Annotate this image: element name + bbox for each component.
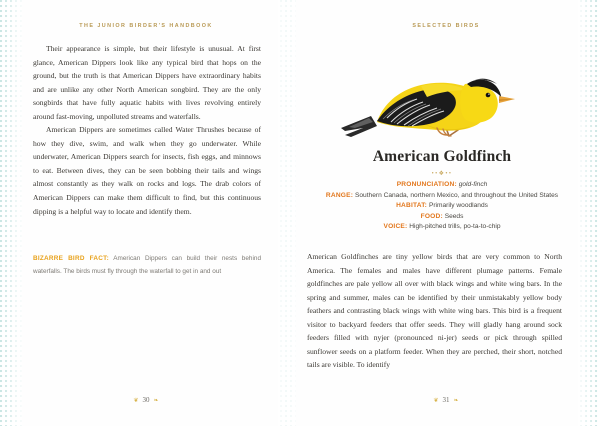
- fact-key: RANGE:: [325, 191, 354, 199]
- fact-row: [306, 191, 578, 202]
- bizarre-bird-fact: [33, 252, 261, 278]
- fact-key: FOOD:: [420, 212, 443, 220]
- folio-ornament-right-icon: ❧: [453, 398, 459, 404]
- bizarre-bird-fact-label: BIZARRE BIRD FACT:: [33, 255, 109, 262]
- fact-row: [306, 201, 578, 212]
- fact-value: Seeds: [444, 212, 464, 220]
- right-running-head: SELECTED BIRDS: [412, 23, 480, 29]
- fact-key: VOICE:: [383, 223, 408, 231]
- fact-key: PRONUNCIATION:: [396, 181, 457, 188]
- fact-value: gold-finch: [458, 181, 488, 188]
- fact-value: Primarily woodlands: [428, 202, 488, 210]
- left-page-folio: [0, 396, 292, 404]
- bizarre-bird-fact-text: American Dippers can build their nests behind waterfalls. The birds must fly through the waterfall to get in and out: [33, 255, 261, 276]
- paragraph: American Goldfinches are tiny yellow birds that are very common to North America. The females and males have different plumage patterns. Female goldfinches are pale yellow all over with black wings and white wing bars. In the spring and summer, males can be identified by their unmistakably yellow body feathers and contrasting black wings with white wing bars. This bird is a frequent visitor to backyard feeders that offer seeds. They will gladly hang around sock feeders filled with nyjer (pronounced ni-jer) seeds or pick through spilled sunflower seeds on a platform feeder. When they are perched, their short, notched tails are visible. To identify: [307, 252, 562, 370]
- folio-ornament-right-icon: ❧: [153, 398, 159, 404]
- right-page-body: [307, 250, 562, 372]
- right-page-folio: [292, 396, 600, 404]
- folio-ornament-left-icon: ❦: [133, 398, 139, 404]
- fact-value: Southern Canada, northern Mexico, and throughout the United States: [354, 191, 559, 199]
- folio-ornament-left-icon: ❦: [433, 398, 439, 404]
- species-page-title: American Goldfinch: [372, 148, 512, 165]
- left-folio-number: 30: [142, 396, 150, 404]
- fact-value: High-pitched trills, po-ta-to-chip: [409, 223, 501, 231]
- fact-row: [306, 222, 578, 233]
- right-folio-number: 31: [442, 396, 450, 404]
- american-goldfinch-illustration: [325, 40, 525, 150]
- fact-key: HABITAT:: [396, 202, 428, 210]
- left-running-head: THE JUNIOR BIRDER'S HANDBOOK: [79, 23, 213, 29]
- paragraph: Their appearance is simple, but their lifestyle is unusual. At first glance, American Dippers look like any typical bird that hops on the ground, but the truth is that American Dippers have extraordinary habits and are unlike any other North American songbird. They are the only songbirds that have fully aquatic habits with lives revolving entirely around fast-moving, unpolluted streams and waterfalls.: [33, 44, 261, 121]
- paragraph: American Dippers are sometimes called Water Thrushes because of how they dive, swim, and walk when they go underwater. While underwater, American Dippers search for insects, fish eggs, and minnows to eat. Between dives, they can be seen bobbing their tails and wings almost constantly as they walk on rocks and logs. The drab colors of American Dippers can make them difficult to find, but this continuous dipping is a helpful way to locate and identify them.: [33, 125, 261, 216]
- fact-row: [306, 180, 578, 191]
- left-page-body: [33, 42, 261, 218]
- ornament-divider-icon: ••❖••: [431, 171, 453, 177]
- fact-row: [306, 212, 578, 223]
- species-fact-list: [306, 180, 578, 233]
